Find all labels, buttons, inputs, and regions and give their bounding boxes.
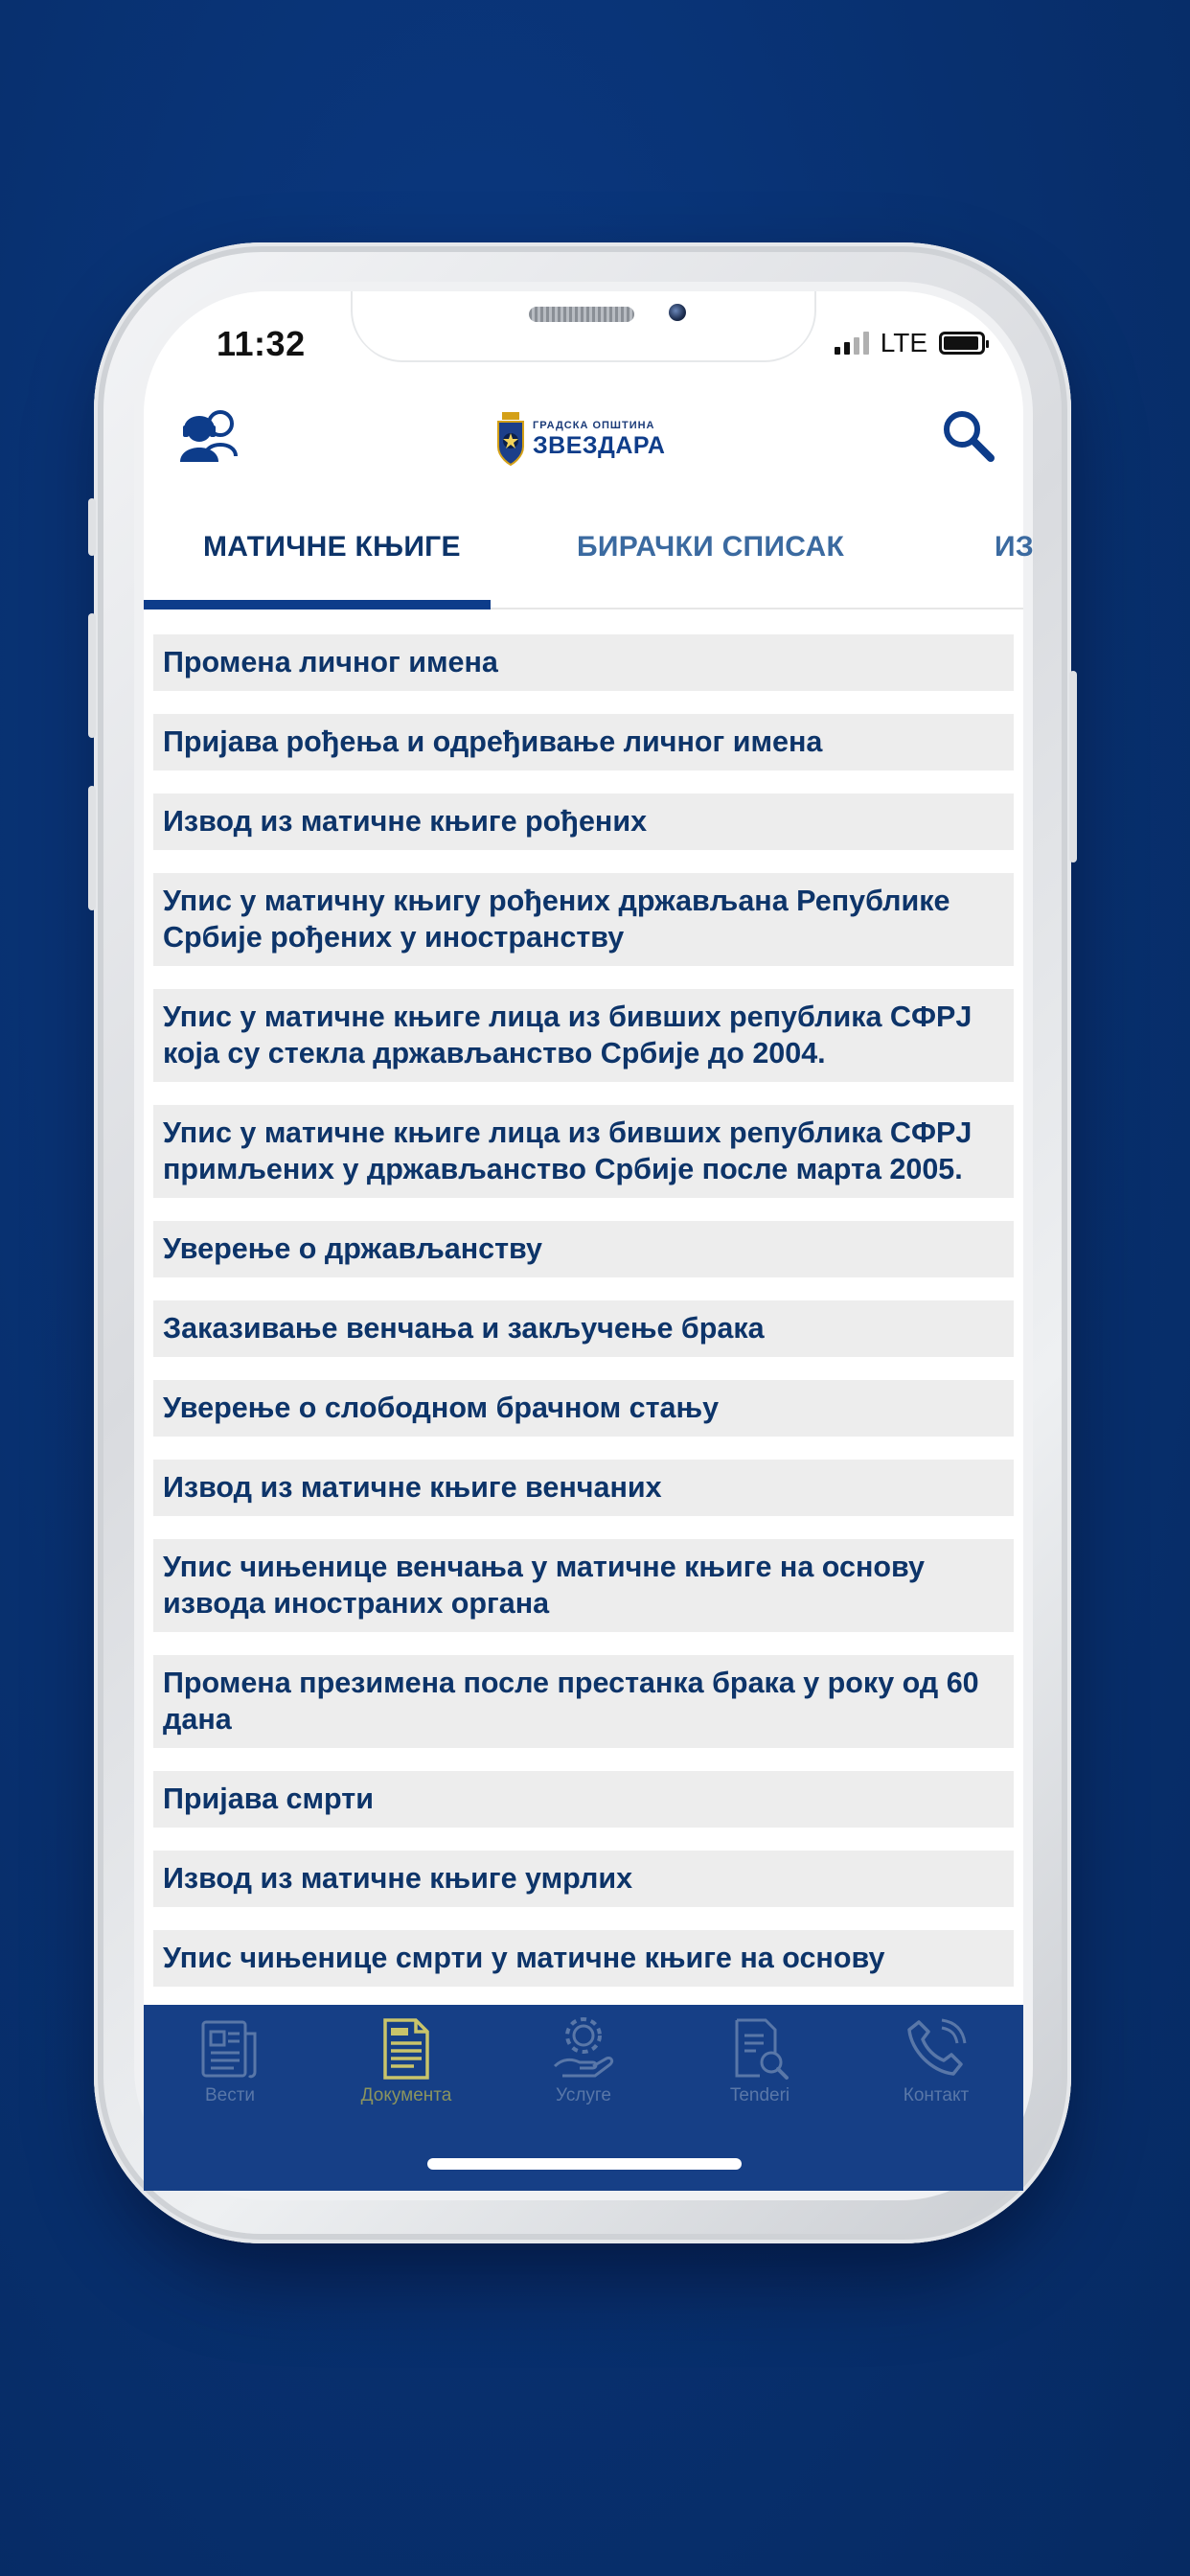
phone-icon [902,2014,971,2083]
signal-icon [835,332,869,355]
services-list [153,634,1014,2010]
tabbar-label: Услуге [556,2085,611,2105]
battery-icon [939,332,985,355]
logo-subtitle: ГРАДСКА ОПШТИНА [533,419,655,431]
list-item[interactable]: Упис у матичне књиге лица из бивших република СФРЈ примљених у држављанство Србије после марта 2005. [153,1105,1014,1198]
app-header [144,383,1023,489]
tab-iz[interactable]: ИЗ [995,531,1034,563]
category-tabs [144,504,1034,611]
list-item[interactable]: Пријава рођења и одређивање личног имена [153,714,1014,770]
volume-up-button [88,613,96,738]
list-item[interactable]: Извод из матичне књиге рођених [153,794,1014,850]
tabbar-item-vesti[interactable] [158,2014,302,2106]
list-item[interactable]: Извод из матичне књиге умрлих [153,1851,1014,1907]
list-item[interactable]: Извод из матичне књиге венчаних [153,1460,1014,1516]
services-gear-hand-icon [549,2014,618,2083]
mute-switch [88,498,96,556]
tabbar-item-kontakt[interactable] [864,2014,1008,2106]
tabbar-item-tenderi[interactable] [688,2014,832,2106]
search-icon[interactable] [941,408,995,462]
list-item[interactable]: Уверење о слободном брачном стању [153,1380,1014,1437]
tab-biracki-spisak[interactable]: БИРАЧКИ СПИСАК [577,531,845,563]
phone-screen [144,291,1034,2191]
list-item[interactable]: Пријава смрти [153,1771,1014,1828]
list-item[interactable]: Упис чињенице венчања у матичне књиге на основу извода иностраних органа [153,1539,1014,1632]
document-search-icon [725,2014,794,2083]
list-item[interactable]: Упис у матичне књиге лица из бивших република СФРЈ која су стекла држављанство Србије до 2004. [153,989,1014,1082]
tabbar-item-dokumenta[interactable] [334,2014,478,2106]
network-type: LTE [880,328,927,357]
status-time: 11:32 [217,324,306,363]
list-item[interactable]: Промена личног имена [153,634,1014,691]
tab-maticne-knjige[interactable]: МАТИЧНЕ КЊИГЕ [203,531,461,563]
tabbar-item-usluge[interactable] [512,2014,655,2106]
tabbar-label: Документа [360,2085,452,2105]
document-icon [372,2014,441,2083]
list-item[interactable]: Упис у матичну књигу рођених држављана Републике Србије рођених у иностранству [153,873,1014,966]
front-camera [669,304,686,321]
users-headset-icon[interactable] [176,406,245,464]
coat-of-arms-icon [496,412,525,466]
logo-title: ЗВЕЗДАРА [533,431,666,459]
speaker-grille [529,307,634,322]
tabbar-label: Контакт [903,2085,970,2105]
power-button [1069,671,1077,862]
list-item[interactable]: Уверење о држављанству [153,1221,1014,1277]
list-item[interactable]: Упис чињенице смрти у матичне књиге на основу [153,1930,1014,1987]
active-tab-indicator [144,600,491,610]
tabbar-label: Вести [204,2085,256,2105]
status-indicators [835,328,985,358]
notch [353,291,814,360]
bottom-tab-bar [144,2005,1023,2191]
app-logo [496,412,665,466]
tabbar-label: Tenderi [729,2085,790,2105]
newspaper-icon [195,2014,264,2083]
volume-down-button [88,786,96,910]
home-indicator[interactable] [427,2158,742,2170]
list-item[interactable]: Заказивање венчања и закључење брака [153,1300,1014,1357]
list-item[interactable]: Промена презимена после престанка брака у року од 60 дана [153,1655,1014,1748]
